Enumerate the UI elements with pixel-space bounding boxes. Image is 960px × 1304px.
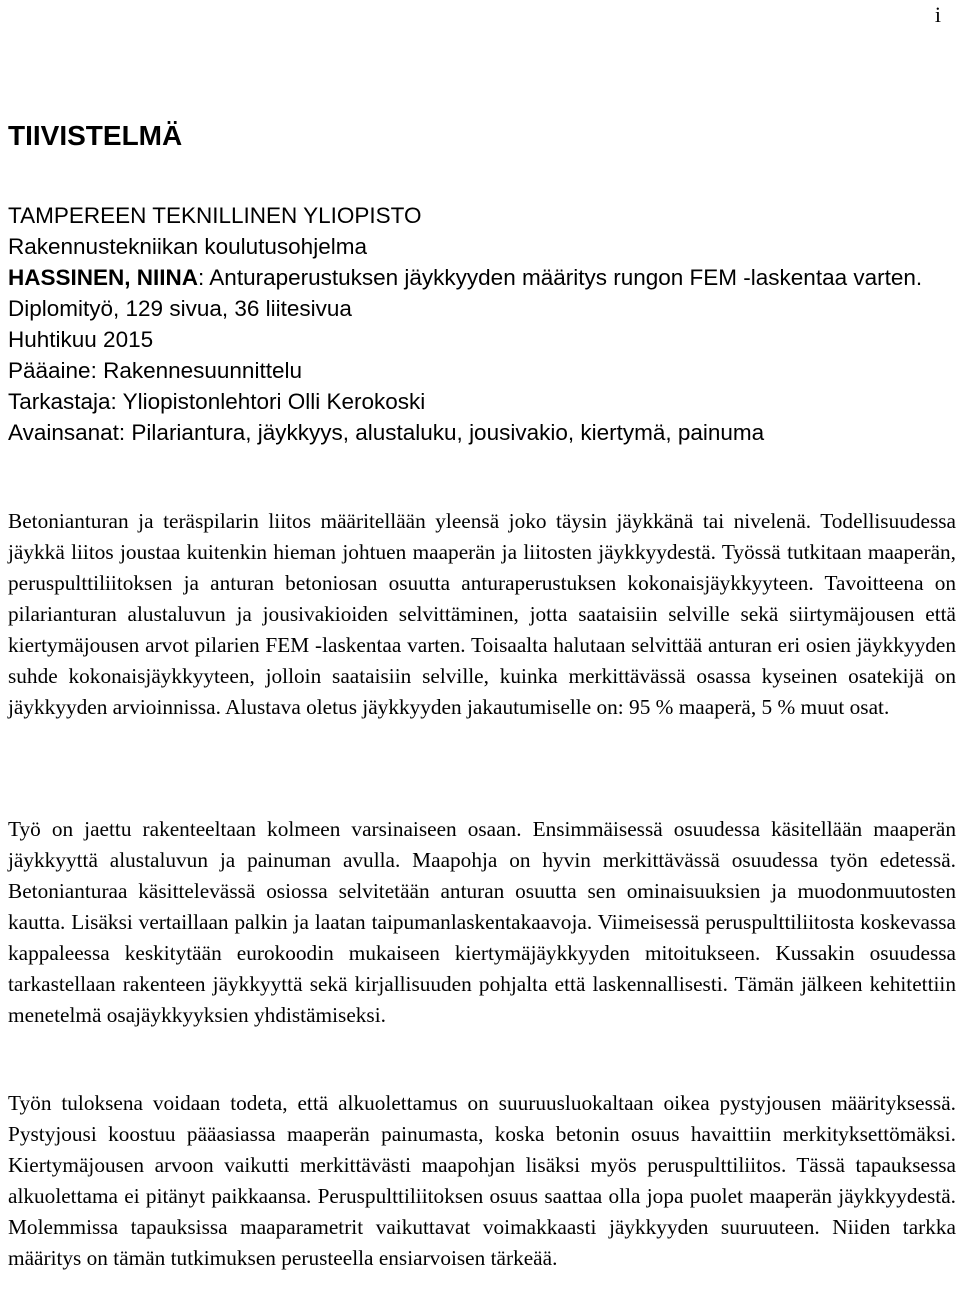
abstract-paragraph-2: Työ on jaettu rakenteeltaan kolmeen varsinaiseen osaan. Ensimmäisessä osuudessa käsitellään maaperän jäykkyyttä alustaluvun ja painuman avulla. Maapohja on hyvin merkittävässä osuudessa työn edetessä. Betonianturaa käsittelevässä osiossa selvitetään anturan osuutta sen ominaisuuksien ja muodonmuutosten kautta. Lisäksi vertaillaan palkin ja laatan taipumanlaskentakaavoja. Viimeisessä peruspulttiliitosta koskevassa kappaleessa keskitytään eurokoodin mukaiseen kiertymäjäykkyyden mitoitukseen. Kussakin osuudessa tarkastellaan rakenteen jäykkyyttä sekä kirjallisuuden pohjalta että laskennallisesti. Tämän jälkeen kehitettiin menetelmä osajäykkyyksien yhdistämiseksi.	[8, 817, 956, 1027]
thesis-title: : Anturaperustuksen jäykkyyden määritys rungon FEM -laskentaa varten.	[198, 265, 923, 290]
abstract-paragraph-1: Betonianturan ja teräspilarin liitos määritellään yleensä joko täysin jäykkänä tai nivelenä. Todellisuudessa jäykkä liitos joustaa kuitenkin hieman johtuen maaperän ja liitosten jäykkyydestä. Työssä tutkitaan maaperän, peruspulttiliitoksen ja anturan betoniosan osuutta anturaperustuksen kokonaisjäykkyyteen. Tavoitteena on pilarianturan alustaluvun ja jousivakioiden selvittäminen, jotta saataisiin selville sekä siirtymäjousen että kiertymäjousen arvot pilarien FEM -laskentaa varten. Toisaalta halutaan selvittää anturan eri osien jäykkyyden suhde kokonaisjäykkyyteen, jolloin saataisiin selville, kuinka merkittävässä osassa kyseinen osatekijä on jäykkyyden arvioinnissa. Alustava oletus jäykkyyden jakautumiselle on: 95 % maaperä, 5 % muut osat.	[8, 509, 956, 719]
major-subject: Pääaine: Rakennesuunnittelu	[8, 358, 302, 383]
abstract-heading: TIIVISTELMÄ	[8, 120, 183, 151]
page-number: i	[934, 2, 941, 27]
abstract-paragraph-3: Työn tuloksena voidaan todeta, että alkuolettamus on suuruusluokaltaan oikea pystyjousen määrityksessä. Pystyjousi koostuu pääasiassa maaperän painumasta, koska betonin osuus havaittiin merkityksettömäksi. Kiertymäjousen arvoon vaikutti merkittävästi maapohjan lisäksi myös peruspulttiliitos. Tässä tapauksessa alkuolettama ei pitänyt paikkaansa. Peruspulttiliitoksen osuus saattaa olla jopa puolet maaperän jäykkyydestä. Molemmissa tapauksissa maaparametrit vaikuttavat voimakkaasti jäykkyyden suuruuteen. Niiden tarkka määritys on tämän tutkimuksen perusteella ensiarvoisen tärkeää.	[8, 1091, 956, 1270]
thesis-date: Huhtikuu 2015	[8, 327, 154, 352]
thesis-metadata	[8, 200, 952, 448]
author-and-title	[8, 262, 952, 293]
keywords: Avainsanat: Pilariantura, jäykkyys, alustaluku, jousivakio, kiertymä, painuma	[8, 420, 765, 445]
examiner: Tarkastaja: Yliopistonlehtori Olli Kerokoski	[8, 389, 426, 414]
degree-programme: Rakennustekniikan koulutusohjelma	[8, 234, 367, 259]
university-name: TAMPEREEN TEKNILLINEN YLIOPISTO	[8, 203, 422, 228]
author-name: HASSINEN, NIINA	[8, 265, 199, 290]
thesis-info: Diplomityö, 129 sivua, 36 liitesivua	[8, 296, 352, 321]
